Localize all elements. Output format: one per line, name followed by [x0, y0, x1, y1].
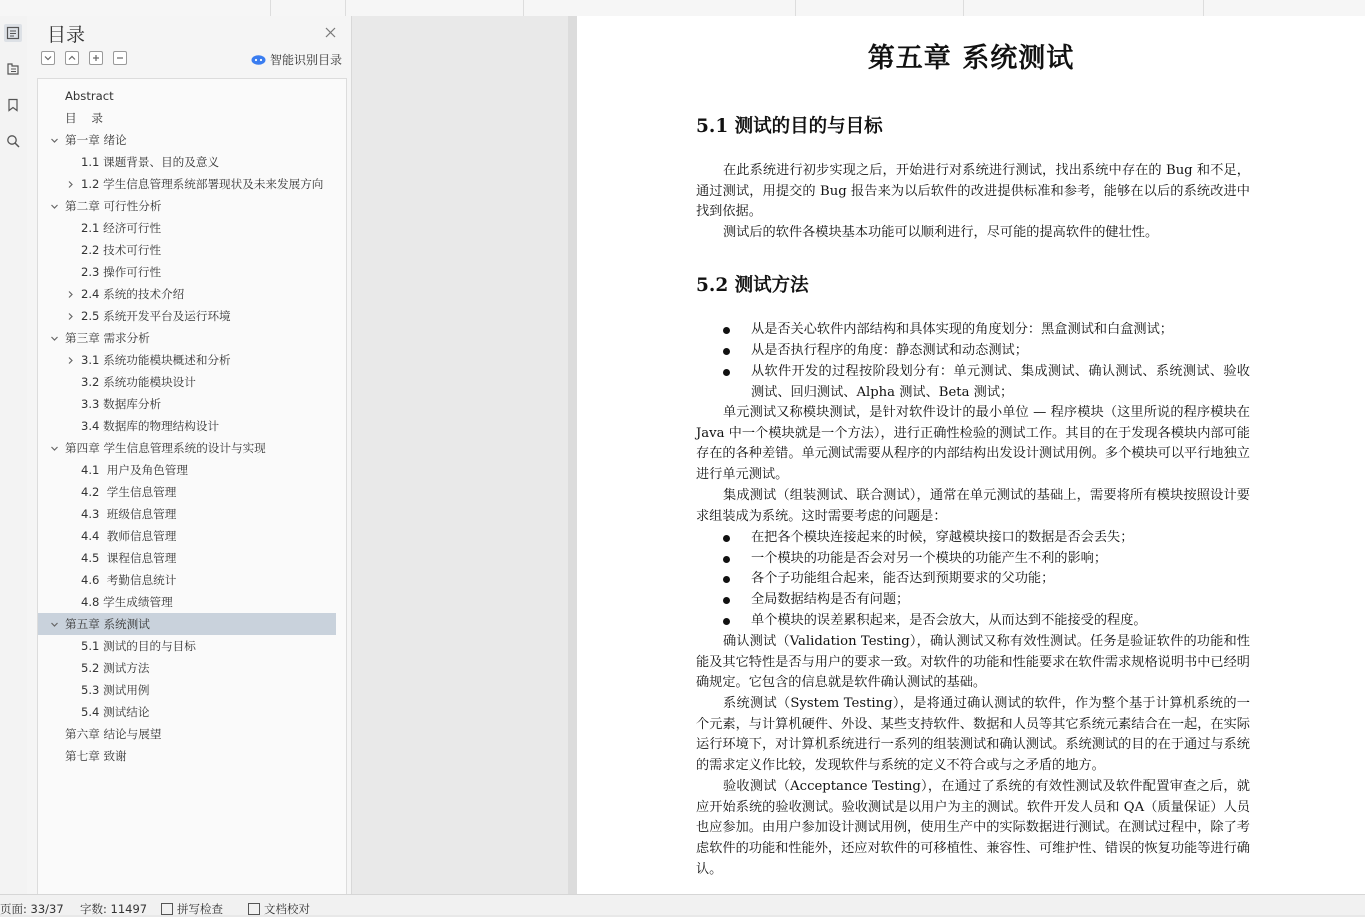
- paragraph: 单元测试又称模块测试，是针对软件设计的最小单位 — 程序模块（这里所说的程序模块在 Java 中一个模块就是一个方法），进行正确性检验的测试工作。其目的在于发现各模块内部可能存在的各种差错。单元测试需要从程序的内部结构出发设计测试用例。多个模块可以平行地独立进行单元测试。: [696, 405, 1250, 483]
- bullet-item: [723, 590, 1250, 611]
- ruler-divider: [345, 0, 346, 16]
- outline-item-label: 4.5 课程信息管理: [81, 551, 177, 565]
- outline-item-label: 4.1 用户及角色管理: [81, 463, 188, 477]
- outline-panel: [27, 16, 352, 894]
- top-ruler: [0, 0, 1365, 17]
- outline-item[interactable]: [38, 569, 336, 591]
- bullet-text: 全局数据结构是否有问题；: [751, 592, 910, 607]
- chevron-right-icon[interactable]: [64, 349, 76, 371]
- bullet-dot: [723, 576, 730, 583]
- ruler-divider: [1203, 0, 1204, 16]
- bullet-text: 单个模块的误差累积起来，是否会放大，从而达到不能接受的程度。: [751, 613, 1147, 628]
- paragraph: 验收测试（Acceptance Testing），在通过了系统的有效性测试及软件配置审查之后，就应开始系统的验收测试。验收测试是以用户为主的测试。软件开发人员和 QA（质量保证）人员也应参加。由用户参加设计测试用例，使用生产中的实际数据进行测试。在测试过程中，除了考虑软件的功能和性能外，还应对软件的可移植性、兼容性、可维护性、错误的恢复功能等进行确认。: [696, 779, 1250, 877]
- bullet-text: 一个模块的功能是否会对另一个模块的功能产生不利的影响；: [751, 551, 1108, 566]
- outline-item[interactable]: [38, 723, 336, 745]
- bullet-item: [723, 611, 1250, 632]
- outline-item[interactable]: [38, 635, 336, 657]
- chevron-down-icon[interactable]: [48, 437, 60, 459]
- spell-check-label: 拼写检查: [177, 902, 223, 916]
- outline-item-label: 2.3 操作可行性: [81, 265, 162, 279]
- outline-item[interactable]: [38, 547, 336, 569]
- outline-item-label: 3.1 系统功能模块概述和分析: [81, 353, 231, 367]
- chevron-right-icon[interactable]: [64, 305, 76, 327]
- bullet-dot: [723, 556, 730, 563]
- page-shadow: [568, 16, 577, 894]
- spell-check-button[interactable]: [161, 901, 223, 917]
- bullet-text: 从是否关心软件内部结构和具体实现的角度划分：黑盒测试和白盒测试；: [751, 322, 1173, 337]
- ruler-divider: [795, 0, 796, 16]
- page-count-text: 页面: 33/37: [0, 902, 64, 916]
- outline-item-label: Abstract: [65, 89, 114, 103]
- outline-item-label: 5.2 测试方法: [81, 661, 150, 675]
- outline-item-label: 2.4 系统的技术介绍: [81, 287, 185, 301]
- bullet-item: [723, 320, 1250, 341]
- bullet-dot: [723, 597, 730, 604]
- ruler-divider: [270, 0, 271, 16]
- outline-item-label: 3.2 系统功能模块设计: [81, 375, 196, 389]
- document-page: [577, 16, 1365, 894]
- outline-item[interactable]: [38, 173, 336, 195]
- close-icon[interactable]: [324, 24, 337, 37]
- bullet-text: 从软件开发的过程按阶段划分有：单元测试、集成测试、确认测试、系统测试、验收测试、回归测试、Alpha 测试、Beta 测试；: [751, 364, 1250, 400]
- outline-item-label: 第一章 绪论: [65, 133, 127, 147]
- bullet-text: 从是否执行程序的角度：静态测试和动态测试；: [751, 343, 1028, 358]
- chevron-right-icon[interactable]: [64, 173, 76, 195]
- outline-item-label: 目 录: [65, 111, 103, 125]
- outline-item[interactable]: [38, 459, 336, 481]
- outline-item[interactable]: [38, 613, 336, 635]
- panel-title: 目录: [47, 24, 86, 46]
- outline-item[interactable]: [38, 107, 336, 129]
- outline-item-label: 3.4 数据库的物理结构设计: [81, 419, 220, 433]
- proofread-label: 文档校对: [264, 902, 310, 916]
- outline-item-label: 2.2 技术可行性: [81, 243, 162, 257]
- collapse-up-icon[interactable]: [65, 51, 79, 65]
- expand-plus-icon[interactable]: [89, 51, 103, 65]
- smart-recognize-button[interactable]: [251, 51, 342, 68]
- bullet-dot: [723, 618, 730, 625]
- collapse-down-icon[interactable]: [41, 51, 55, 65]
- outline-item-label: 第七章 致谢: [65, 749, 127, 763]
- outline-toolbar: [41, 51, 127, 65]
- chevron-down-icon[interactable]: [48, 195, 60, 217]
- outline-item[interactable]: [38, 481, 336, 503]
- bullet-dot: [723, 369, 730, 376]
- outline-item[interactable]: [38, 239, 336, 261]
- outline-item[interactable]: [38, 437, 336, 459]
- bullet-dot: [723, 327, 730, 334]
- bullet-item: [723, 549, 1250, 570]
- outline-item[interactable]: [38, 151, 336, 173]
- outline-item-label: 第四章 学生信息管理系统的设计与实现: [65, 441, 266, 455]
- bullet-item: [723, 528, 1250, 549]
- outline-item-label: 第六章 结论与展望: [65, 727, 162, 741]
- chevron-down-icon[interactable]: [48, 129, 60, 151]
- outline-item-label: 5.3 测试用例: [81, 683, 150, 697]
- chapter-title: 第五章 系统测试: [867, 43, 1075, 74]
- page-count[interactable]: [0, 901, 64, 917]
- word-count-text: 字数: 11497: [80, 902, 148, 916]
- outline-item-label: 第三章 需求分析: [65, 331, 150, 345]
- bullet-item: [723, 362, 1250, 403]
- collapse-minus-icon[interactable]: [113, 51, 127, 65]
- paragraph: 测试后的软件各模块基本功能可以顺利进行，尽可能的提高软件的健壮性。: [723, 225, 1159, 240]
- outline-item[interactable]: [38, 701, 336, 723]
- word-count[interactable]: [80, 901, 147, 917]
- chevron-right-icon[interactable]: [64, 283, 76, 305]
- outline-item[interactable]: [38, 305, 336, 327]
- chapter-nav-icon[interactable]: [4, 60, 22, 78]
- bullet-text: 在把各个模块连接起来的时候，穿越模块接口的数据是否会丢失；: [751, 530, 1134, 545]
- section-heading-5-2: 5.2 测试方法: [696, 275, 809, 296]
- outline-item-label: 1.1 课题背景、目的及意义: [81, 155, 220, 169]
- outline-item-label: 3.3 数据库分析: [81, 397, 162, 411]
- outline-item[interactable]: [38, 85, 336, 107]
- chevron-down-icon[interactable]: [48, 613, 60, 635]
- outline-item[interactable]: [38, 415, 336, 437]
- outline-item[interactable]: [38, 283, 336, 305]
- outline-item[interactable]: [38, 129, 336, 151]
- ruler-divider: [523, 0, 524, 16]
- paragraph: 在此系统进行初步实现之后，开始进行对系统进行测试，找出系统中存在的 Bug 和不足，通过测试，用提交的 Bug 报告来为以后软件的改进提供标准和参考，能够在以后的系统改进中找到依据。: [696, 163, 1250, 220]
- status-bar: [0, 894, 1365, 915]
- ruler-divider: [963, 0, 964, 16]
- outline-item-label: 4.8 学生成绩管理: [81, 595, 173, 609]
- outline-item-label: 4.2 学生信息管理: [81, 485, 177, 499]
- outline-item[interactable]: [38, 195, 336, 217]
- section-heading-5-1: 5.1 测试的目的与目标: [696, 116, 883, 137]
- outline-item[interactable]: [38, 591, 336, 613]
- outline-item[interactable]: [38, 525, 336, 547]
- spell-check-icon: [161, 903, 173, 915]
- left-icon-rail: [0, 16, 28, 894]
- outline-item-label: 1.2 学生信息管理系统部署现状及未来发展方向: [81, 177, 324, 191]
- outline-item[interactable]: [38, 393, 336, 415]
- smart-recognize-label: 智能识别目录: [270, 53, 343, 67]
- outline-item-label: 5.4 测试结论: [81, 705, 150, 719]
- bullet-dot: [723, 348, 730, 355]
- outline-item-label: 4.6 考勤信息统计: [81, 573, 177, 587]
- bullet-item: [723, 569, 1250, 590]
- paragraph: 系统测试（System Testing），是将通过确认测试的软件，作为整个基于计算机系统的一个元素，与计算机硬件、外设、某些支持软件、数据和人员等其它系统元素结合在一起，在实际运行环境下，对计算机系统进行一系列的组装测试和确认测试。系统测试的目的在于通过与系统的需求定义作比较，发现软件与系统的定义不符合或与之矛盾的地方。: [696, 696, 1250, 774]
- outline-item-label: 2.1 经济可行性: [81, 221, 162, 235]
- outline-item[interactable]: [38, 745, 336, 767]
- outline-item[interactable]: [38, 261, 336, 283]
- outline-item[interactable]: [38, 657, 336, 679]
- outline-item[interactable]: [38, 349, 336, 371]
- outline-tree: [37, 78, 347, 896]
- outline-item-label: 4.3 班级信息管理: [81, 507, 177, 521]
- bullet-text: 各个子功能组合起来，能否达到预期要求的父功能；: [751, 571, 1055, 586]
- bullet-item: [723, 341, 1250, 362]
- outline-icon[interactable]: [4, 24, 22, 42]
- bullet-dot: [723, 535, 730, 542]
- outline-item-label: 2.5 系统开发平台及运行环境: [81, 309, 231, 323]
- proofread-button[interactable]: [248, 901, 310, 917]
- ai-cloud-icon: [251, 54, 266, 65]
- proofread-icon: [248, 903, 260, 915]
- outline-item-label: 5.1 测试的目的与目标: [81, 639, 196, 653]
- outline-item[interactable]: [38, 371, 336, 393]
- outline-item-label: 4.4 教师信息管理: [81, 529, 177, 543]
- outline-item-label: 第五章 系统测试: [65, 617, 150, 631]
- outline-item[interactable]: [38, 679, 336, 701]
- chevron-down-icon[interactable]: [48, 327, 60, 349]
- bookmark-icon[interactable]: [4, 96, 22, 114]
- outline-item[interactable]: [38, 503, 336, 525]
- outline-item[interactable]: [38, 217, 336, 239]
- paragraph: 集成测试（组装测试、联合测试），通常在单元测试的基础上，需要将所有模块按照设计要求组装成为系统。这时需要考虑的问题是：: [696, 488, 1250, 524]
- paragraph: 确认测试（Validation Testing），确认测试又称有效性测试。任务是验证软件的功能和性能及其它特性是否与用户的要求一致。对软件的功能和性能要求在软件需求规格说明书中已经明确规定。它包含的信息就是软件确认测试的基础。: [696, 634, 1250, 691]
- outline-item[interactable]: [38, 327, 336, 349]
- search-icon[interactable]: [4, 132, 22, 150]
- workspace-background: [352, 16, 577, 894]
- outline-item-label: 第二章 可行性分析: [65, 199, 162, 213]
